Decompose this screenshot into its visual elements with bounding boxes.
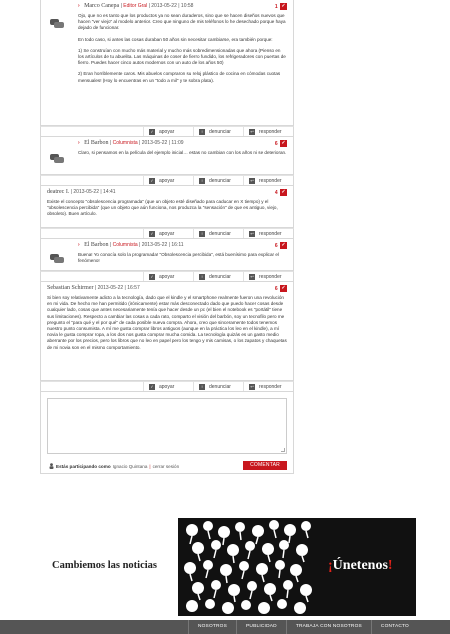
comment-paragraph: Si bien soy relativamente adicto a la tecnología, dado que el kindle y el smartphone realmente fueron una revolución en mi vida. De hecho me han permitido (irónicamente) estar más desconectado dado que puedo hacer cosas desde cualquier lado, cosas que antes necesariamente tenía que hacer desde un pc (el bien el notebook es "portátil" tiene sus limitaciones). Respecto a cambiar las cosas a cada rato, comparto el visión del barbón, soy un tecnofilo pero me pregunto el "para qué y el por qué" de cada posible nueva compra. Ahora, creo que sinceramente todos tenemos nuestro punto consumista. A mí me gusta comprar libros antiguos (aunque en la práctica los leo en el kindle), a mí novia le gusta comprar ropa, a los dos nos gusta comprar mucha comida. La tecnología quizás es un gasto medio aberrante por los precios, pero los libros que no leo en papel pero los tengo y mis camisas, o los zapatos y chaquetas de mi novia son en el mismo comportamiento. xyxy=(47,295,287,350)
footer-link-publicidad[interactable]: PUBLICIDAD xyxy=(236,620,286,634)
reply-icon: ↩ xyxy=(250,273,254,279)
report-label: denunciar xyxy=(209,230,231,237)
footer-nav xyxy=(188,620,418,634)
comment-role: Columnista xyxy=(112,242,138,248)
comment-paragraph: Ojo, que no es tanto que los productos ya no sean duraderos, sino que se hacen diseños nuevos que hacen "ver viejo" al modelo anterior. Creo que ninguno de mis teléfonos lo he desechado porque haya dejado de funcionar. xyxy=(78,13,286,31)
comment-date: 2013-05-22 | 16:11 xyxy=(141,242,184,248)
join-mark-close: ! xyxy=(387,558,393,573)
support-button[interactable] xyxy=(143,176,193,185)
resize-grip-icon[interactable] xyxy=(281,448,285,452)
report-button[interactable] xyxy=(193,382,243,391)
comment-paragraph: 2) Eran horriblemente caros. Mis abuelos compraron su reloj plástico de cocina en cómodas cuotas mensuales! (Hoy lo encuentras en un "todo a mil" y te sobra plata). xyxy=(78,71,281,83)
comment-bubble-icon xyxy=(50,253,64,264)
flag-icon: ! xyxy=(199,274,205,280)
participant-info xyxy=(49,463,179,469)
flag-icon: ! xyxy=(199,129,205,135)
join-text: Únetenos xyxy=(332,558,388,573)
reply-icon: ↩ xyxy=(250,383,254,389)
comment-paragraph: Claro, si pensamos en la película del ejemplo inicial… estas no cambian con los años ni se deterioran. xyxy=(78,150,287,155)
report-label: denunciar xyxy=(209,383,231,390)
support-label: apoyar xyxy=(159,230,175,237)
participant-prefix: Estás participando como xyxy=(56,463,111,469)
comment-date: 2013-05-22 | 10:58 xyxy=(151,3,194,9)
comment-score: 6 ✓ xyxy=(274,285,286,292)
comment-textarea[interactable] xyxy=(47,398,287,454)
comment-bubble-icon xyxy=(50,18,64,29)
comment-paragraph: Buena! Yo conocía solo la programada! "Obsolescencia percibida", está buenísimo para explicar el fenómeno! xyxy=(78,252,279,264)
participant-name: Ignacio Quintana xyxy=(112,463,148,469)
check-icon: ✓ xyxy=(150,177,154,183)
flag-icon: ! xyxy=(199,384,205,390)
comment-date: 2013-05-22 | 14:41 xyxy=(73,189,116,195)
comment-paragraph: 1) Se construían con mucho más material y mucho más sobredimensionadas que ahora (Pienso en los artículos de tu abuelita. Las máquinas de coser de fierro fundido, los refrigeradores con puertas de fierro. Puedes hacer cinco autos modernos con un auto de los años 50) xyxy=(78,47,286,66)
comment-body xyxy=(41,148,293,165)
submit-comment-button[interactable]: COMENTAR xyxy=(243,461,287,470)
comment-author[interactable]: Marco Canepa xyxy=(84,3,120,9)
comment-score: 4 ✓ xyxy=(274,189,286,196)
support-label: apoyar xyxy=(159,128,175,135)
comment xyxy=(40,137,294,175)
flag-icon: ! xyxy=(199,178,205,184)
vote-check-icon[interactable]: ✓ xyxy=(281,3,286,9)
comment-actions xyxy=(40,175,294,186)
reply-button[interactable] xyxy=(243,382,293,391)
comment-author[interactable]: El Barbon xyxy=(84,140,109,146)
comment-paragraph: En todo caso, si antes las cosas duraban 50 años sin necesitar cambiarse, era también porque: xyxy=(78,36,273,42)
promo-banner[interactable] xyxy=(40,518,416,616)
reply-button[interactable] xyxy=(243,127,293,136)
report-label: denunciar xyxy=(209,128,231,135)
comment-header: Sebastian Schirmer | 2013-05-22 | 16:57 6 ✓ xyxy=(47,285,286,292)
banner-illustration xyxy=(178,518,416,616)
comment-header: › Marco Canepa | Editor Gral | 2013-05-22 | 10:58 1 ✓ xyxy=(78,3,286,10)
report-label: denunciar xyxy=(209,177,231,184)
support-button[interactable] xyxy=(143,382,193,391)
comment-role: Columnista xyxy=(112,140,138,146)
comments-column xyxy=(40,0,294,474)
logout-link[interactable]: cerrar sesión xyxy=(152,463,180,469)
report-button[interactable] xyxy=(193,127,243,136)
reply-arrow-icon: › xyxy=(78,3,80,9)
report-button[interactable] xyxy=(193,176,243,185)
comment-author[interactable]: El Barbon xyxy=(84,242,109,248)
comment xyxy=(40,282,294,381)
support-button[interactable] xyxy=(143,127,193,136)
comment-actions xyxy=(40,228,294,239)
footer-link-contacto[interactable]: CONTACTO xyxy=(371,620,418,634)
comment-score: 1 ✓ xyxy=(274,3,286,10)
user-icon xyxy=(49,463,54,469)
comment-bubble-icon xyxy=(50,153,64,164)
join-us-title xyxy=(328,558,393,574)
report-label: denunciar xyxy=(209,273,231,280)
comment-header: deatrec I. | 2013-05-22 | 14:41 4 ✓ xyxy=(47,189,286,196)
reply-button[interactable] xyxy=(243,229,293,238)
reply-label: responder xyxy=(259,230,282,237)
separator: | xyxy=(149,463,151,469)
reply-icon: ↩ xyxy=(250,177,254,183)
reply-label: responder xyxy=(259,273,282,280)
banner-left xyxy=(40,518,178,616)
comment-date: 2013-05-22 | 16:57 xyxy=(97,285,140,291)
reply-label: responder xyxy=(259,177,282,184)
vote-check-icon[interactable]: ✓ xyxy=(281,242,286,248)
comment-author[interactable]: Sebastian Schirmer xyxy=(47,285,94,291)
report-button[interactable] xyxy=(193,229,243,238)
check-icon: ✓ xyxy=(150,383,154,389)
comment-body xyxy=(41,11,293,93)
comment xyxy=(40,239,294,271)
comment-body xyxy=(41,197,293,227)
reply-icon: ↩ xyxy=(250,128,254,134)
comment-header: › El Barbon | Columnista | 2013-05-22 | 16:11 6 ✓ xyxy=(78,242,286,249)
site-footer xyxy=(0,620,450,634)
comment xyxy=(40,0,294,126)
reply-arrow-icon: › xyxy=(78,242,80,248)
footer-link-nosotros[interactable]: NOSOTROS xyxy=(188,620,236,634)
support-label: apoyar xyxy=(159,177,175,184)
comment-date: 2013-05-22 | 11:09 xyxy=(141,140,184,146)
join-mark-open: ¡ xyxy=(328,558,333,573)
tagline-part-2: noticias xyxy=(122,560,158,571)
comment-form xyxy=(40,392,294,474)
comment-actions xyxy=(40,381,294,392)
comment-author[interactable]: deatrec I. xyxy=(47,189,70,195)
support-label: apoyar xyxy=(159,273,175,280)
vote-check-icon[interactable]: ✓ xyxy=(281,140,286,146)
comment-body xyxy=(41,250,293,273)
comment-body xyxy=(41,293,293,360)
comment xyxy=(40,186,294,228)
check-icon: ✓ xyxy=(150,273,154,279)
reply-label: responder xyxy=(259,383,282,390)
comment-paragraph: Existe el concepto "obsolescencia programada" (que un objeto esté diseñado para caducar en X tiempo) y el "obsolescencia percibida" (que un objeto que aún funciona, nos produzca la "sensación" de que es antiguo, viejo, obsoleto). Buen artículo. xyxy=(47,199,278,217)
flag-icon: ! xyxy=(199,231,205,237)
comment-score: 6 ✓ xyxy=(274,140,286,147)
check-icon: ✓ xyxy=(150,128,154,134)
tagline-part-1: Cambiemos las xyxy=(52,560,120,571)
comment-score: 6 ✓ xyxy=(274,242,286,249)
footer-link-trabaja[interactable]: TRABAJA CON NOSOTROS xyxy=(286,620,371,634)
reply-icon: ↩ xyxy=(250,230,254,236)
vote-check-icon[interactable]: ✓ xyxy=(281,189,286,195)
support-label: apoyar xyxy=(159,383,175,390)
comment-role: Editor Gral xyxy=(123,3,148,9)
vote-check-icon[interactable]: ✓ xyxy=(281,285,286,291)
reply-arrow-icon: › xyxy=(78,140,80,146)
support-button[interactable] xyxy=(143,229,193,238)
comment-header: › El Barbon | Columnista | 2013-05-22 | 11:09 6 ✓ xyxy=(78,140,286,147)
banner-tagline xyxy=(52,560,157,571)
check-icon: ✓ xyxy=(150,230,154,236)
reply-label: responder xyxy=(259,128,282,135)
comment-actions xyxy=(40,126,294,137)
reply-button[interactable] xyxy=(243,176,293,185)
